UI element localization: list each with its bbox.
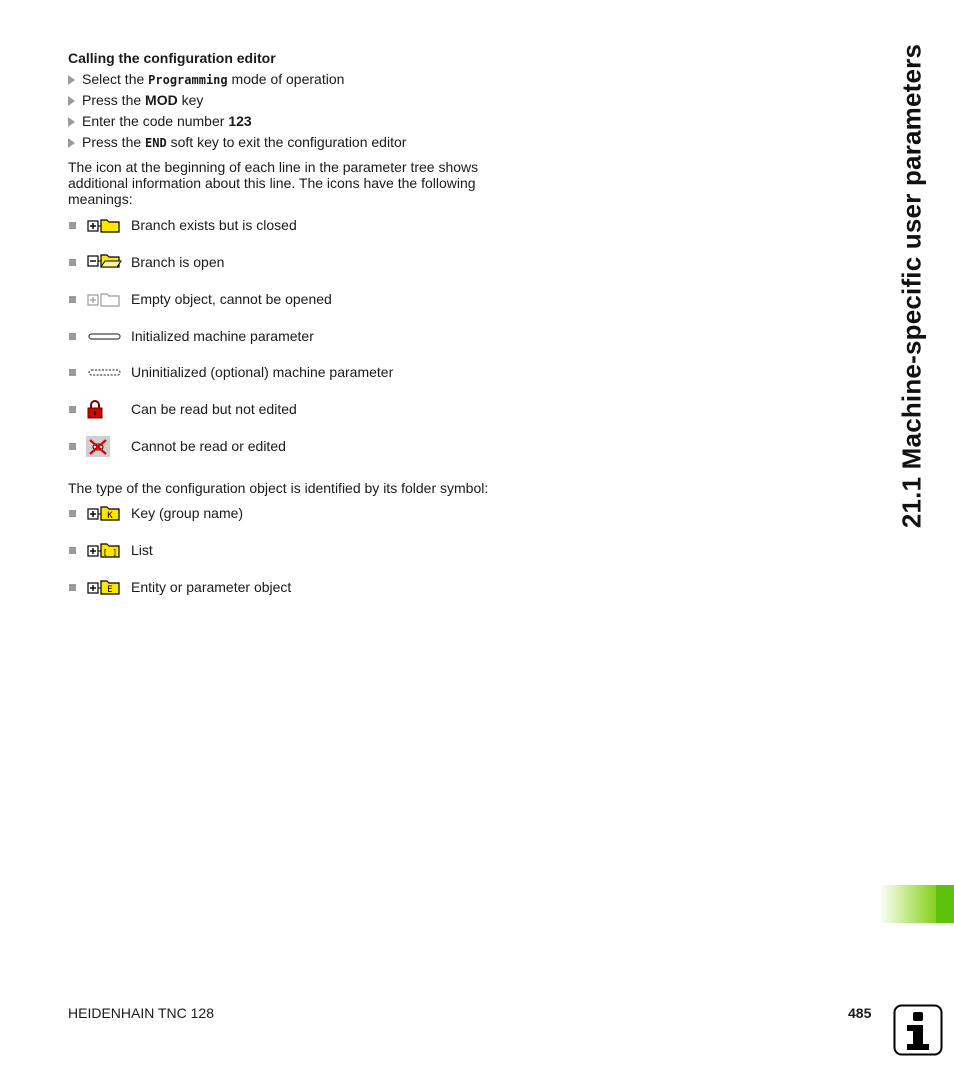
solid-bar-icon	[86, 325, 126, 349]
square-bullet-icon	[69, 259, 76, 266]
red-lock-icon	[86, 398, 126, 422]
list-item	[68, 361, 588, 385]
item-text: Can be read but not edited	[131, 401, 297, 417]
item-text: Cannot be read or edited	[131, 438, 286, 454]
list-item	[68, 435, 588, 459]
square-bullet-icon	[69, 222, 76, 229]
svg-text:E: E	[107, 585, 113, 595]
square-bullet-icon	[69, 296, 76, 303]
code-number: 123	[228, 113, 252, 129]
step-item: Enter the code number 123	[68, 112, 252, 130]
arrow-bullet-icon	[68, 138, 75, 148]
chapter-side-title: 21.1 Machine-specific user parameters	[896, 43, 927, 529]
list-item	[68, 325, 588, 349]
list-item	[68, 288, 588, 312]
crossed-eye-icon	[86, 435, 126, 459]
svg-text:[ ]: [ ]	[102, 548, 118, 557]
svg-text:K: K	[107, 511, 113, 521]
item-text: Branch is open	[131, 254, 225, 270]
item-text: Entity or parameter object	[131, 579, 292, 595]
arrow-bullet-icon	[68, 96, 75, 106]
arrow-bullet-icon	[68, 75, 75, 85]
page-number: 485	[848, 1005, 872, 1021]
list-item	[68, 398, 588, 422]
plus-closed-folder-icon	[86, 214, 126, 238]
section-heading: Calling the configuration editor	[68, 50, 276, 66]
key-folder-icon	[86, 502, 126, 526]
list-folder-icon	[86, 539, 126, 563]
square-bullet-icon	[69, 406, 76, 413]
list-item	[68, 251, 588, 275]
step-item: Select the Programming mode of operation	[68, 70, 344, 88]
list-item	[68, 214, 588, 238]
empty-folder-icon	[86, 288, 126, 312]
square-bullet-icon	[69, 333, 76, 340]
list-item	[68, 502, 588, 526]
item-text: Uninitialized (optional) machine parameter	[131, 364, 394, 380]
list-item	[68, 576, 588, 600]
footer-text: HEIDENHAIN TNC 128	[68, 1005, 215, 1021]
dashed-bar-icon	[86, 361, 126, 385]
square-bullet-icon	[69, 369, 76, 376]
key-name: MOD	[145, 92, 178, 108]
entity-folder-icon	[86, 576, 126, 600]
step-item: Press the END soft key to exit the configuration editor	[68, 133, 406, 151]
item-text: List	[131, 542, 153, 558]
list-item	[68, 539, 588, 563]
folder-paragraph: The type of the configuration object is identified by its folder symbol:	[68, 480, 489, 496]
step-item: Press the MOD key	[68, 91, 203, 109]
item-text: Key (group name)	[131, 505, 244, 521]
square-bullet-icon	[69, 443, 76, 450]
square-bullet-icon	[69, 510, 76, 517]
item-text: Branch exists but is closed	[131, 217, 297, 233]
mode-name: Programming	[148, 73, 228, 87]
minus-open-folder-icon	[86, 251, 126, 275]
info-icon	[893, 1004, 943, 1056]
softkey-name: END	[145, 136, 167, 150]
item-text: Empty object, cannot be opened	[131, 291, 332, 307]
square-bullet-icon	[69, 547, 76, 554]
intro-paragraph: The icon at the beginning of each line in the parameter tree shows additional information about this line. The icons have the following meanings:	[68, 159, 479, 207]
square-bullet-icon	[69, 584, 76, 591]
arrow-bullet-icon	[68, 117, 75, 127]
chapter-tab-strip	[936, 885, 954, 923]
item-text: Initialized machine parameter	[131, 328, 314, 344]
